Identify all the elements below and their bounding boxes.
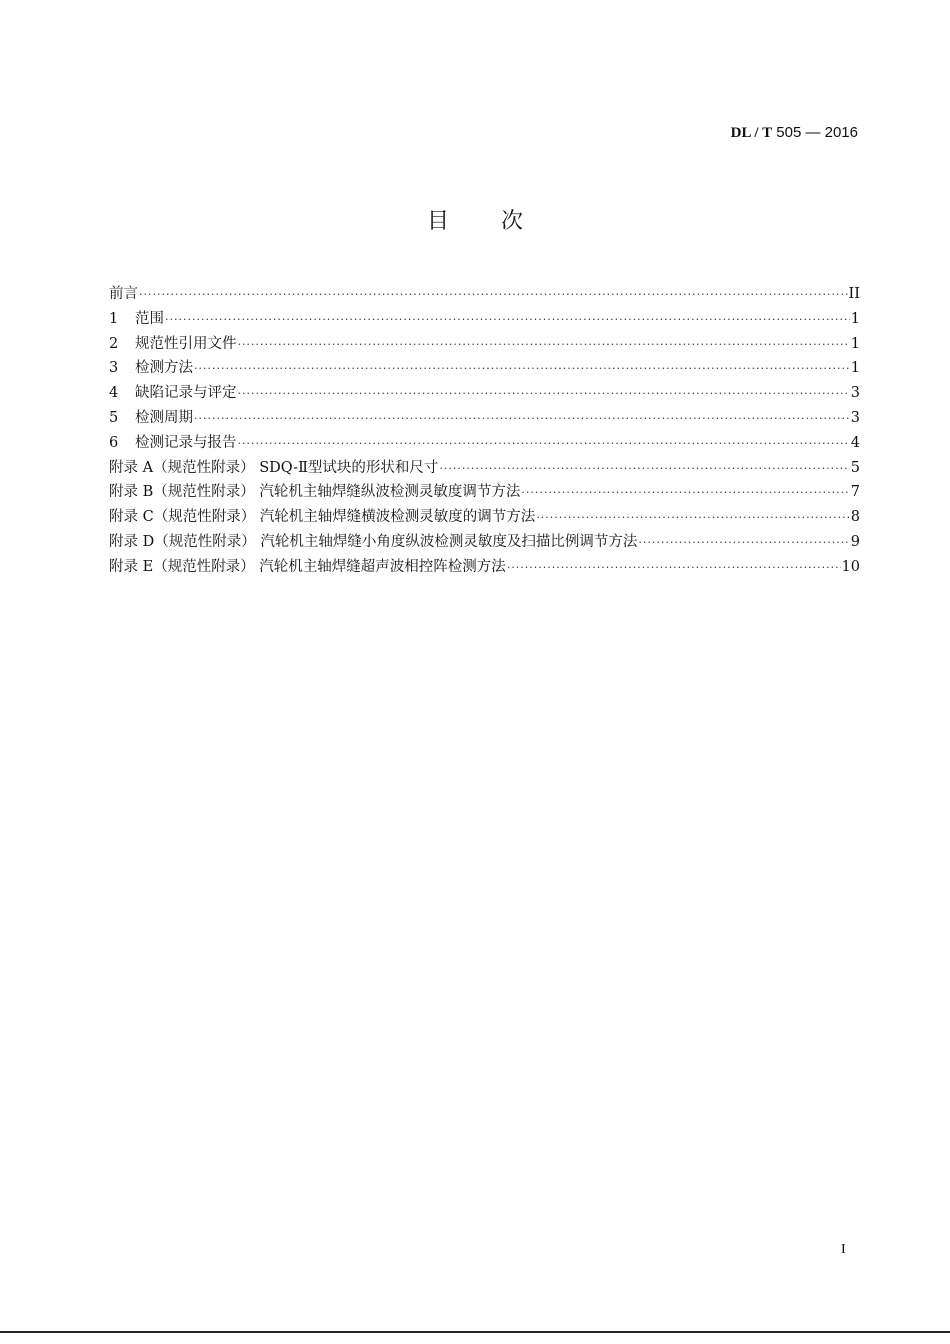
toc-leader-dots bbox=[238, 333, 850, 358]
toc-entry-page: 1 bbox=[850, 360, 860, 377]
toc-entry-appendix-e[interactable] bbox=[109, 555, 860, 580]
toc-leader-dots bbox=[638, 531, 849, 556]
toc-leader-dots bbox=[238, 432, 850, 457]
toc-entry-text: 附录 B（规范性附录） 汽轮机主轴焊缝纵波检测灵敏度调节方法 bbox=[109, 484, 521, 501]
toc-entry-text: 缺陷记录与评定 bbox=[135, 385, 237, 402]
toc-leader-dots bbox=[165, 308, 850, 333]
toc-leader-dots bbox=[194, 357, 850, 382]
toc-entry-number: 1 bbox=[109, 310, 119, 327]
toc-entry-text: 附录 A（规范性附录） SDQ-Ⅱ型试块的形状和尺寸 bbox=[109, 459, 439, 476]
toc-entry-page: 3 bbox=[850, 409, 860, 426]
toc-entry-number: 4 bbox=[109, 385, 119, 402]
toc-entry-page: II bbox=[848, 286, 860, 302]
toc-entry-2[interactable] bbox=[109, 332, 860, 357]
toc-entry-text: 检测记录与报告 bbox=[135, 434, 237, 451]
toc-entry-text: 前言 bbox=[109, 286, 138, 302]
toc-entry-page: 10 bbox=[841, 558, 860, 575]
toc-entry-6[interactable] bbox=[109, 431, 860, 456]
toc-entry-page: 4 bbox=[850, 434, 860, 451]
toc-entry-text: 附录 E（规范性附录） 汽轮机主轴焊缝超声波相控阵检测方法 bbox=[109, 558, 506, 575]
toc-entry-text: 检测方法 bbox=[135, 360, 193, 377]
toc-entry-4[interactable] bbox=[109, 381, 860, 406]
bottom-divider bbox=[0, 1331, 950, 1333]
page-number: I bbox=[841, 1242, 846, 1257]
toc-entry-5[interactable] bbox=[109, 406, 860, 431]
toc-entry-page: 5 bbox=[850, 459, 860, 476]
toc-entry-text: 检测周期 bbox=[135, 409, 193, 426]
standard-code bbox=[731, 124, 858, 142]
toc-entry-3[interactable] bbox=[109, 356, 860, 381]
toc-leader-dots bbox=[507, 556, 841, 581]
toc-leader-dots bbox=[536, 506, 849, 531]
toc-entry-number: 5 bbox=[109, 409, 119, 426]
toc-entry-appendix-c[interactable] bbox=[109, 505, 860, 530]
toc-entry-page: 3 bbox=[850, 385, 860, 402]
toc-entry-page: 1 bbox=[850, 310, 860, 327]
toc-entry-foreword[interactable] bbox=[109, 282, 860, 307]
standard-code-number: 505 — 2016 bbox=[772, 124, 858, 141]
toc-entry-page: 7 bbox=[850, 484, 860, 501]
toc-entry-appendix-b[interactable] bbox=[109, 480, 860, 505]
toc-entry-page: 8 bbox=[850, 509, 860, 526]
toc-entry-page: 1 bbox=[850, 335, 860, 352]
table-of-contents bbox=[109, 282, 860, 580]
toc-entry-number: 2 bbox=[109, 335, 119, 352]
toc-leader-dots bbox=[521, 481, 849, 506]
toc-entry-appendix-d[interactable] bbox=[109, 530, 860, 555]
toc-leader-dots bbox=[139, 283, 848, 308]
toc-entry-1[interactable] bbox=[109, 307, 860, 332]
toc-entry-number: 6 bbox=[109, 434, 119, 451]
toc-leader-dots bbox=[194, 407, 850, 432]
toc-entry-text: 附录 C（规范性附录） 汽轮机主轴焊缝横波检测灵敏度的调节方法 bbox=[109, 509, 536, 526]
toc-leader-dots bbox=[238, 382, 850, 407]
toc-entry-text: 附录 D（规范性附录） 汽轮机主轴焊缝小角度纵波检测灵敏度及扫描比例调节方法 bbox=[109, 533, 638, 550]
toc-entry-text: 规范性引用文件 bbox=[135, 335, 237, 352]
toc-leader-dots bbox=[439, 457, 849, 482]
toc-entry-page: 9 bbox=[850, 533, 860, 550]
toc-entry-appendix-a[interactable] bbox=[109, 456, 860, 481]
standard-code-prefix: DL / T bbox=[730, 125, 773, 141]
toc-entry-text: 范围 bbox=[135, 310, 164, 327]
page-title: 目次 bbox=[426, 209, 575, 234]
toc-entry-number: 3 bbox=[109, 360, 119, 377]
